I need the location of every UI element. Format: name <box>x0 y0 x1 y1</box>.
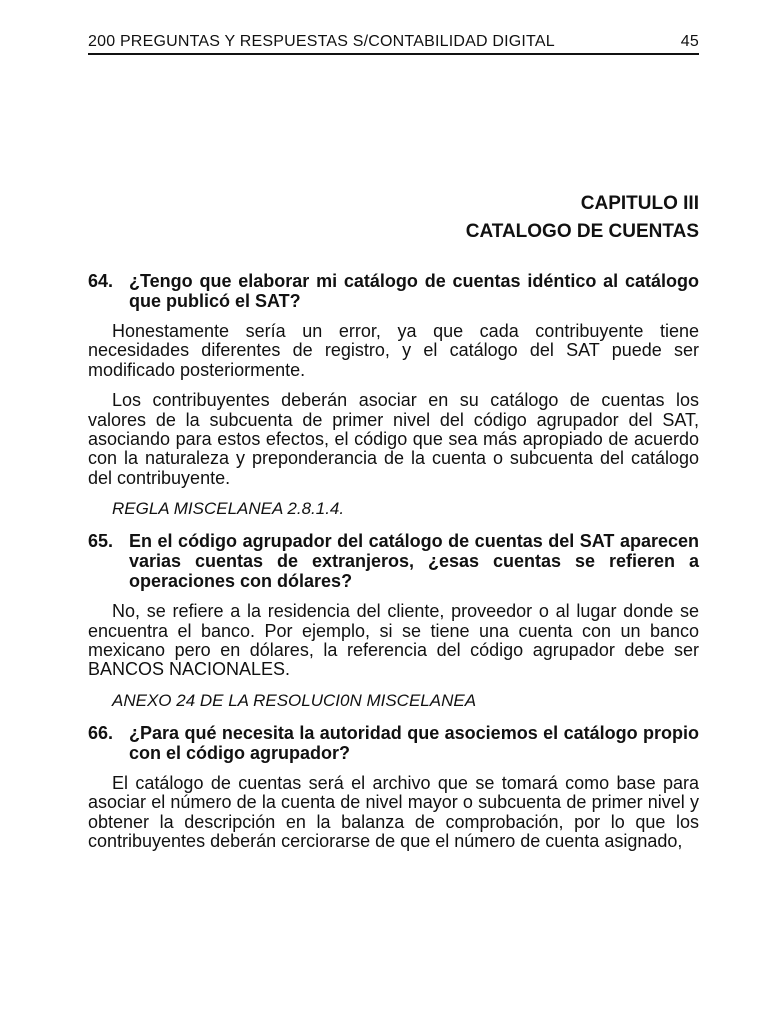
chapter-number: CAPITULO III <box>580 193 699 214</box>
page-number: 45 <box>680 33 699 50</box>
chapter-title: CATALOGO DE CUENTAS <box>465 221 699 242</box>
chapter-heading <box>466 190 699 246</box>
answer-paragraph: El catálogo de cuentas será el archivo que se tomará como base para asociar el número de la cuenta de nivel mayor o subcuenta de primer nivel y obtener la descripción en la balanza de comprobación, por lo que los contribuyentes deberán cerciorarse de que el número de cuenta asignado, <box>88 772 699 852</box>
question-65 <box>88 531 699 591</box>
legal-reference: REGLA MISCELANEA 2.8.1.4. <box>112 499 345 519</box>
main-content <box>88 271 699 863</box>
legal-reference: ANEXO 24 DE LA RESOLUCI0N MISCELANEA <box>112 690 477 710</box>
answer-paragraph: Los contribuyentes deberán asociar en su catálogo de cuentas los valores de la subcuenta de primer nivel del código agrupador del SAT, asociando para estos efectos, el código que sea más apropiado de acuerdo con la naturaleza y preponderancia de la cuenta o subcuenta del catálogo del contribuyente. <box>88 390 699 488</box>
question-text: ¿Tengo que elaborar mi catálogo de cuentas idéntico al catálogo que publicó el SAT? <box>129 271 699 311</box>
question-66 <box>88 723 699 763</box>
question-text: En el código agrupador del catálogo de cuentas del SAT aparecen varias cuentas de extranjeros, ¿esas cuentas se refieren a operaciones con dólares? <box>129 531 699 592</box>
question-text: ¿Para qué necesita la autoridad que asociemos el catálogo propio con el código agrupador? <box>129 722 699 763</box>
book-title: 200 PREGUNTAS Y RESPUESTAS S/CONTABILIDAD DIGITAL <box>88 33 555 50</box>
running-header <box>88 33 699 55</box>
document-page <box>88 0 699 1024</box>
question-number: 66. <box>88 722 114 743</box>
answer-paragraph: Honestamente sería un error, ya que cada contribuyente tiene necesidades diferentes de registro, y el catálogo del SAT puede ser modificado posteriormente. <box>88 321 699 380</box>
question-number: 65. <box>88 531 114 552</box>
question-number: 64. <box>88 271 114 291</box>
question-64 <box>88 271 699 311</box>
answer-paragraph: No, se refiere a la residencia del cliente, proveedor o al lugar donde se encuentra el banco. Por ejemplo, si se tiene una cuenta con un banco mexicano pero en dólares, la referencia del código agrupador debe ser BANCOS NACIONALES. <box>88 601 699 680</box>
